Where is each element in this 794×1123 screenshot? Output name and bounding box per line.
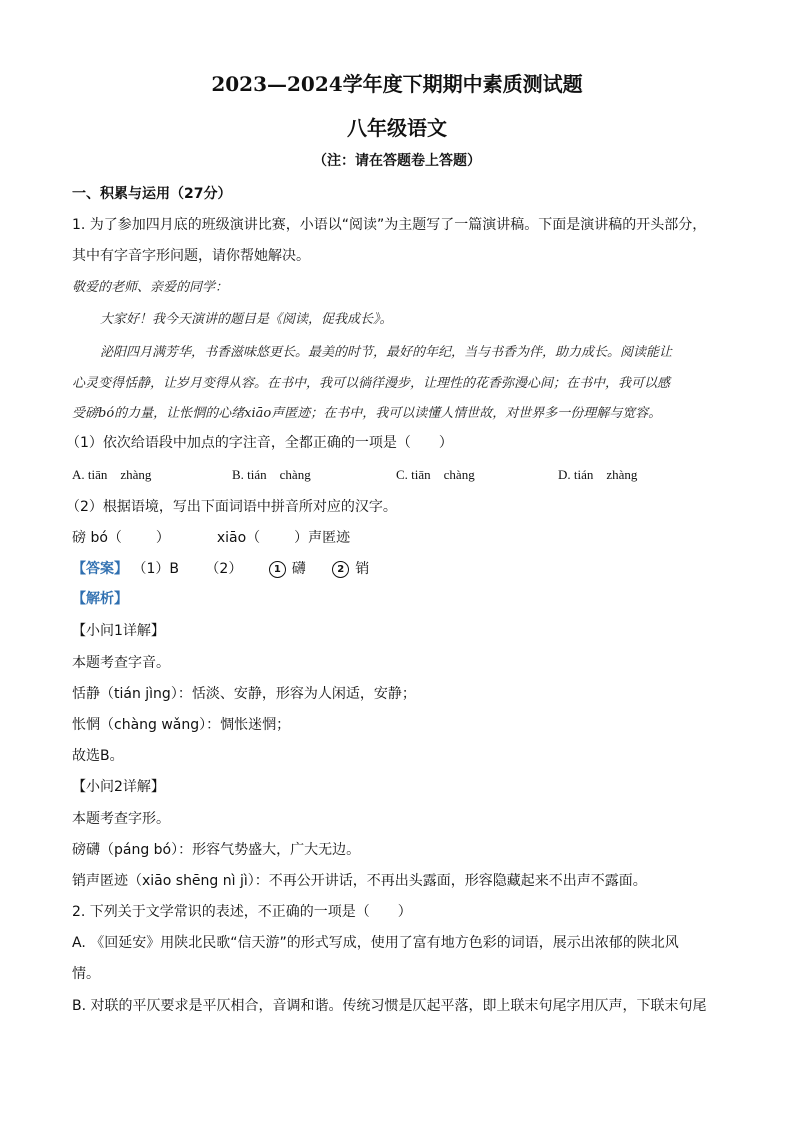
detail1-line2: 恬静（tián jìng）：恬淡、安静，形容为人闲适，安静； — [72, 686, 416, 702]
circled-number-1: 1 — [269, 561, 286, 578]
fill-blank-b-end: ）声匿迹 — [294, 530, 351, 546]
option-c: C. tiān chàng — [396, 467, 475, 482]
fill-blank-a: 磅 bó（ — [72, 530, 122, 546]
q1-prompt-line2: 其中有字音字形问题，请你帮她解决。 — [72, 248, 310, 264]
answer-char2: 销 — [355, 561, 370, 577]
fill-blank-a-end: ） — [155, 530, 170, 546]
option-a: A. tiān zhàng — [72, 467, 152, 482]
passage-greeting: 敬爱的老师、亲爱的同学： — [72, 280, 229, 295]
detail1-line1: 本题考查字音。 — [72, 655, 170, 671]
answer-char1: 礴 — [291, 561, 306, 577]
detail1-line3: 怅惘（chàng wǎng）：惆怅迷惘； — [72, 717, 291, 733]
fill-blank-b: xiāo（ — [216, 530, 261, 546]
detail2-line1: 本题考查字形。 — [72, 811, 170, 827]
exam-note: （注：请在答题卷上答题） — [313, 153, 481, 169]
answer-tag: 【答案】 — [72, 561, 128, 577]
detail1-tag: 【小问1详解】 — [72, 623, 165, 639]
circled-number-2: 2 — [332, 561, 349, 578]
section-heading: 一、积累与运用（27分） — [72, 186, 232, 202]
detail2-line2: 磅礴（páng bó）：形容气势盛大，广大无边。 — [72, 842, 361, 858]
detail2-line3: 销声匿迹（xiāo shēng nì jì）：不再公开讲话，不再出头露面，形容隐藏起来不出声不露面。 — [72, 873, 647, 889]
q1-prompt-line1: 1. 为了参加四月底的班级演讲比赛，小语以“阅读”为主题写了一篇演讲稿。下面是演讲稿的开头部分， — [72, 217, 707, 233]
detail2-tag: 【小问2详解】 — [72, 779, 165, 795]
q2-option-b-line1: B. 对联的平仄要求是平仄相合，音调和谐。传统习惯是仄起平落，即上联末句尾字用仄声，下联末句尾 — [72, 998, 707, 1014]
exam-title: 2023—2024学年度下期期中素质测试题 — [211, 72, 583, 96]
answer-part1: （1）B — [132, 561, 179, 577]
analysis-tag: 【解析】 — [72, 591, 128, 607]
passage-line1: 大家好！我今天演讲的题目是《阅读，促我成长》。 — [100, 312, 393, 327]
answer-row — [72, 558, 369, 578]
q1-sub1-prompt: （1）依次给语段中加点的字注音，全都正确的一项是（ ） — [66, 435, 453, 451]
q2-option-a-line1: A. 《回延安》用陕北民歌“信天游”的形式写成，使用了富有地方色彩的词语，展示出浓郁的陕北风 — [72, 935, 679, 951]
exam-subtitle: 八年级语文 — [347, 116, 447, 140]
passage-line3: 心灵变得恬静，让岁月变得从容。在书中，我可以徜徉漫步，让理性的花香弥漫心间；在书中，我可以感 — [72, 376, 671, 391]
q1-sub2-prompt: （2）根据语境，写出下面词语中拼音所对应的汉字。 — [66, 499, 397, 515]
passage-line2: 泌阳四月满芳华，书香滋味悠更长。最美的时节，最好的年纪，当与书香为伴，助力成长。阅读能让 — [100, 345, 673, 360]
option-d: D. tián zhàng — [558, 467, 638, 482]
option-b: B. tián chàng — [232, 467, 311, 482]
q2-prompt: 2. 下列关于文学常识的表述，不正确的一项是（ ） — [72, 904, 412, 920]
passage-line4: 受磅bó的力量，让怅惘的心绪xiāo声匿迹；在书中，我可以读懂人情世故，对世界多一份理解与宽容。 — [72, 406, 662, 421]
answer-part2: （2） — [205, 561, 243, 577]
q2-option-a-line2: 情。 — [72, 966, 100, 982]
detail1-line4: 故选B。 — [72, 748, 124, 764]
fill-blank-row — [72, 527, 350, 547]
